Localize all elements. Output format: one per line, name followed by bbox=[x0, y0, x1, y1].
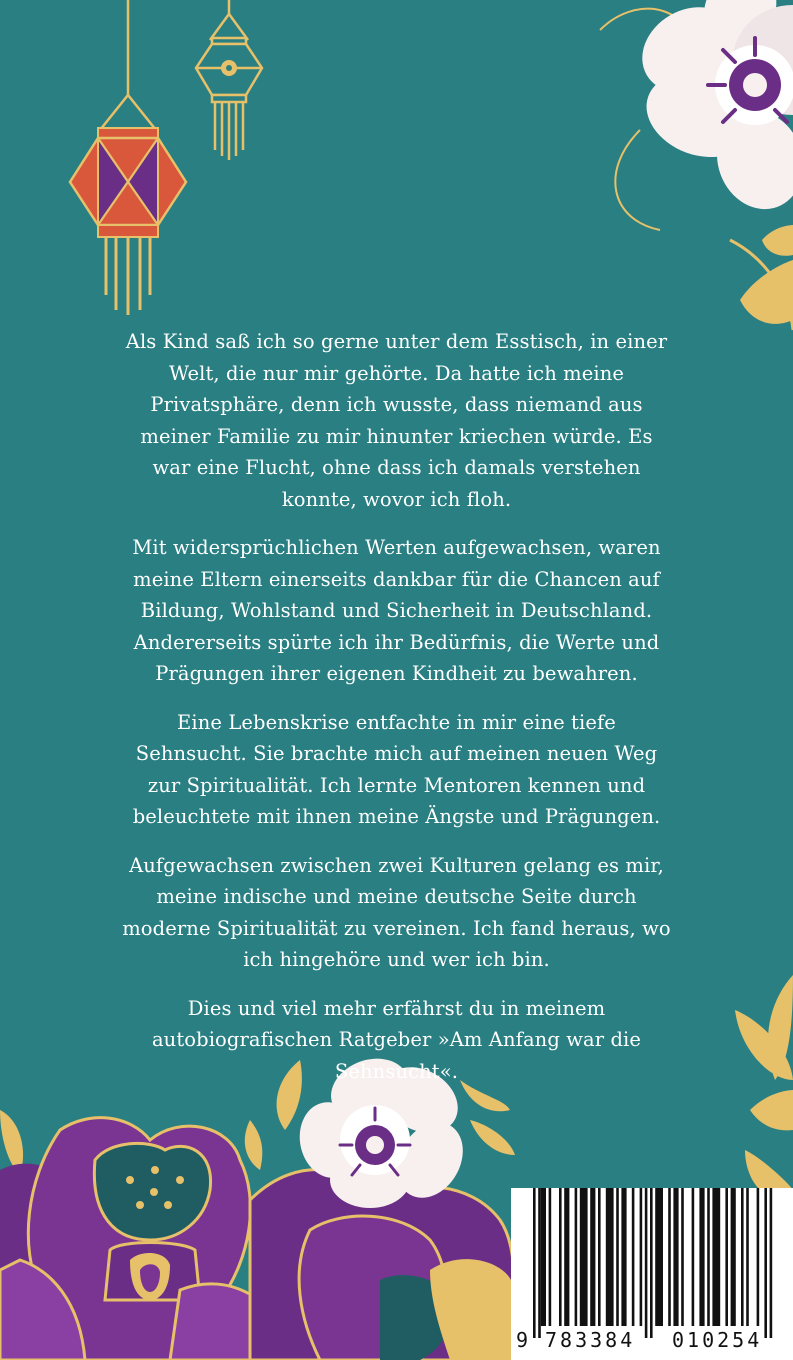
barcode-bar bbox=[746, 1188, 749, 1326]
barcode-bar bbox=[692, 1188, 695, 1326]
barcode-bar bbox=[673, 1188, 678, 1326]
barcode-bar bbox=[764, 1188, 767, 1338]
small-lantern-icon bbox=[196, 0, 262, 160]
barcode-bar bbox=[770, 1188, 773, 1338]
barcode-bar bbox=[699, 1188, 704, 1326]
barcode-bar bbox=[575, 1188, 578, 1326]
large-lantern-icon bbox=[70, 0, 186, 315]
barcode-bar bbox=[538, 1188, 541, 1338]
barcode-bar bbox=[580, 1188, 588, 1326]
barcode-bar bbox=[549, 1188, 552, 1326]
blurb-paragraph-3: Eine Lebenskrise entfachte in mir eine tiefe Sehnsucht. Sie brachte mich auf meinen neuen Weg zur Spiritualität. Ich lernte Mentoren kennen und beleuchtete mit ihnen meine Ängste und Prägungen. bbox=[132, 710, 661, 828]
barcode-bar bbox=[645, 1188, 648, 1338]
barcode-first-digit: 9 bbox=[516, 1328, 529, 1352]
barcode-bar bbox=[757, 1188, 760, 1326]
barcode-bar bbox=[712, 1188, 720, 1326]
barcode-bar bbox=[731, 1188, 736, 1326]
top-right-flower-icon bbox=[600, 0, 793, 330]
blurb-paragraph-1: Als Kind saß ich so gerne unter dem Esstisch, in einer Welt, die nur mir gehörte. Da hatte ich meine Privatsphäre, denn ich wusste, dass niemand aus meiner Familie zu mir hinunter kriechen würde. Es war eine Flucht, ohne dass ich damals verstehen konnte, wovor ich floh. bbox=[125, 330, 668, 511]
blurb-paragraph-5: Dies und viel mehr erfährst du in meinem autobiografischen Ratgeber »Am Anfang war die Sehnsucht«. bbox=[151, 996, 642, 1083]
blurb-paragraph-4: Aufgewachsen zwischen zwei Kulturen gelang es mir, meine indische und meine deutsche Seite durch moderne Spiritualität zu vereinen. Ich fand heraus, wo ich hingehöre und wer ich bin. bbox=[122, 853, 671, 971]
barcode-bar bbox=[621, 1188, 626, 1326]
barcode-bar bbox=[707, 1188, 710, 1326]
barcode-bar bbox=[533, 1188, 536, 1338]
blurb-text bbox=[120, 326, 673, 1104]
barcode-bar bbox=[725, 1188, 728, 1326]
barcode-bar bbox=[564, 1188, 569, 1326]
blurb-paragraph-2: Mit widersprüchlichen Werten aufgewachsen, waren meine Eltern einerseits dankbar für die Chancen auf Bildung, Wohlstand und Sicherheit in Deutschland. Andererseits spürte ich ihr Bedürfnis, die Werte und Prägungen ihrer eigenen Kindheit zu bewahren. bbox=[132, 536, 661, 685]
barcode-bar bbox=[741, 1188, 744, 1326]
barcode-bar bbox=[590, 1188, 595, 1326]
barcode-bar bbox=[598, 1188, 601, 1326]
barcode-bar bbox=[559, 1188, 562, 1326]
barcode-bar bbox=[640, 1188, 643, 1326]
barcode-bar bbox=[681, 1188, 684, 1326]
barcode-bar bbox=[606, 1188, 614, 1326]
barcode-bar bbox=[668, 1188, 671, 1326]
barcode-bar bbox=[616, 1188, 619, 1326]
barcode-bar bbox=[632, 1188, 635, 1326]
barcode-bar bbox=[650, 1188, 653, 1338]
barcode-right-digits: 010254 bbox=[672, 1328, 763, 1352]
barcode-bar bbox=[655, 1188, 663, 1326]
barcode-left-digits: 783384 bbox=[545, 1328, 636, 1352]
barcode-bar bbox=[541, 1188, 546, 1326]
